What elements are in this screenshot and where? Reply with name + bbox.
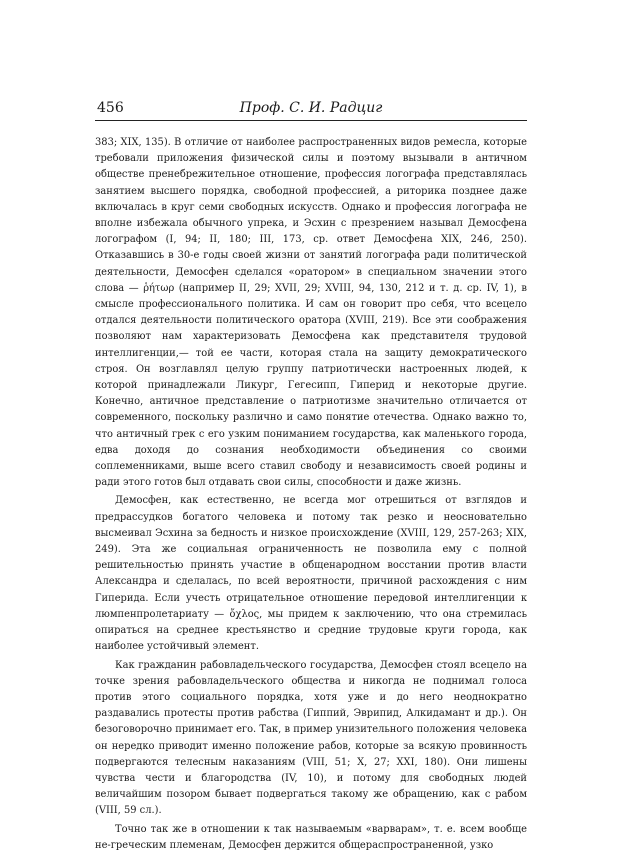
paragraph-1: 383; XIX, 135). В отличие от наиболее распространенных видов ремесла, которые требовали приложения физической силы и поэтому вызывали в античном обществе пренебрежительное отношение, профессия логографа представлялась занятием высшего порядка, свободной профессией, а риторика позднее даже включалась в круг семи свободных искусств. Однако и профессия логографа не вполне избежала обычного упрека, и Эсхин с презрением называл Демосфена логографом (I, 94; II, 180; III, 173, ср. ответ Демосфена XIX, 246, 250). Отказавшись в 30-е годы своей жизни от занятий логографа ради политической деятельности, Демосфен сделался «оратором» в специальном значении этого слова — ῥήτωρ (например II, 29; XVII, 29; XVIII, 94, 130, 212 и т. д. ср. IV, 1), в смысле профессионального политика. И сам он говорит про себя, что всецело отдался деятельности политического оратора (XVIII, 219). Все эти соображения позволяют нам характеризовать Демосфена как представителя трудовой интеллигенции,— той ее части, которая стала на защиту демократического строя. Он возглавлял целую группу патриотически настроенных людей, к которой принадлежали Ликург, Гегесипп, Гиперид и некоторые другие. Конечно, античное представление о патриотизме значительно отличается от современного, поскольку различно и само понятие отечества. Однако важно то, что античный грек с его узким пониманием государства, как маленького города, едва доходя до сознания необходимости объединения со своими соплеменниками, выше всего ставил свободу и независимость своей родины и ради этого готов был отдавать свои силы, способности и даже жизнь. bbox=[95, 137, 527, 489]
body-text bbox=[95, 135, 527, 854]
page-number: 456 bbox=[97, 100, 124, 116]
book-page bbox=[95, 98, 527, 856]
paragraph-3: Как гражданин рабовладельческого государства, Демосфен стоял всецело на точке зрения рабовладельческого общества и никогда не поднимал голоса против этого социального порядка, хотя уже и до него неоднократно раздавались протесты против рабства (Гиппий, Эврипид, Алкидамант и др.). Он безоговорочно принимает его. Так, в пример унизительного положения человека он нередко приводит именно положение рабов, которые за всякую провинность подвергаются телесным наказаниям (VIII, 51; X, 27; XXI, 180). Они лишены чувства чести и благородства (IV, 10), и потому для свободных людей величайшим позором бывает подвергаться такому же обращению, как с рабом (VIII, 59 сл.). bbox=[95, 659, 527, 817]
page-header bbox=[95, 98, 527, 121]
paragraph-4: Точно так же в отношении к так называемым «варварам», т. е. всем вообще не-греческим племенам, Демосфен держится общераспространенной, узко bbox=[95, 823, 527, 851]
paragraph-2: Демосфен, как естественно, не всегда мог отрешиться от взглядов и предрассудков богатого человека и потому так резко и неосновательно высмеивал Эсхина за бедность и низкое происхождение (XVIII, 129, 257-263; XIX, 249). Эта же социальная ограниченность не позволила ему с полной решительностью принять участие в общенародном восстании против власти Александра и сделалась, по всей вероятности, причиной расхождения с ним Гиперида. Если учесть отрицательное отношение передовой интеллигенции к люмпенпролетариату — ὄχλος, мы придем к заключению, что она стремилась опираться на среднее крестьянство и средние трудовые круги города, как наиболее устойчивый элемент. bbox=[95, 495, 527, 653]
running-title: Проф. С. И. Радциг bbox=[239, 100, 383, 116]
